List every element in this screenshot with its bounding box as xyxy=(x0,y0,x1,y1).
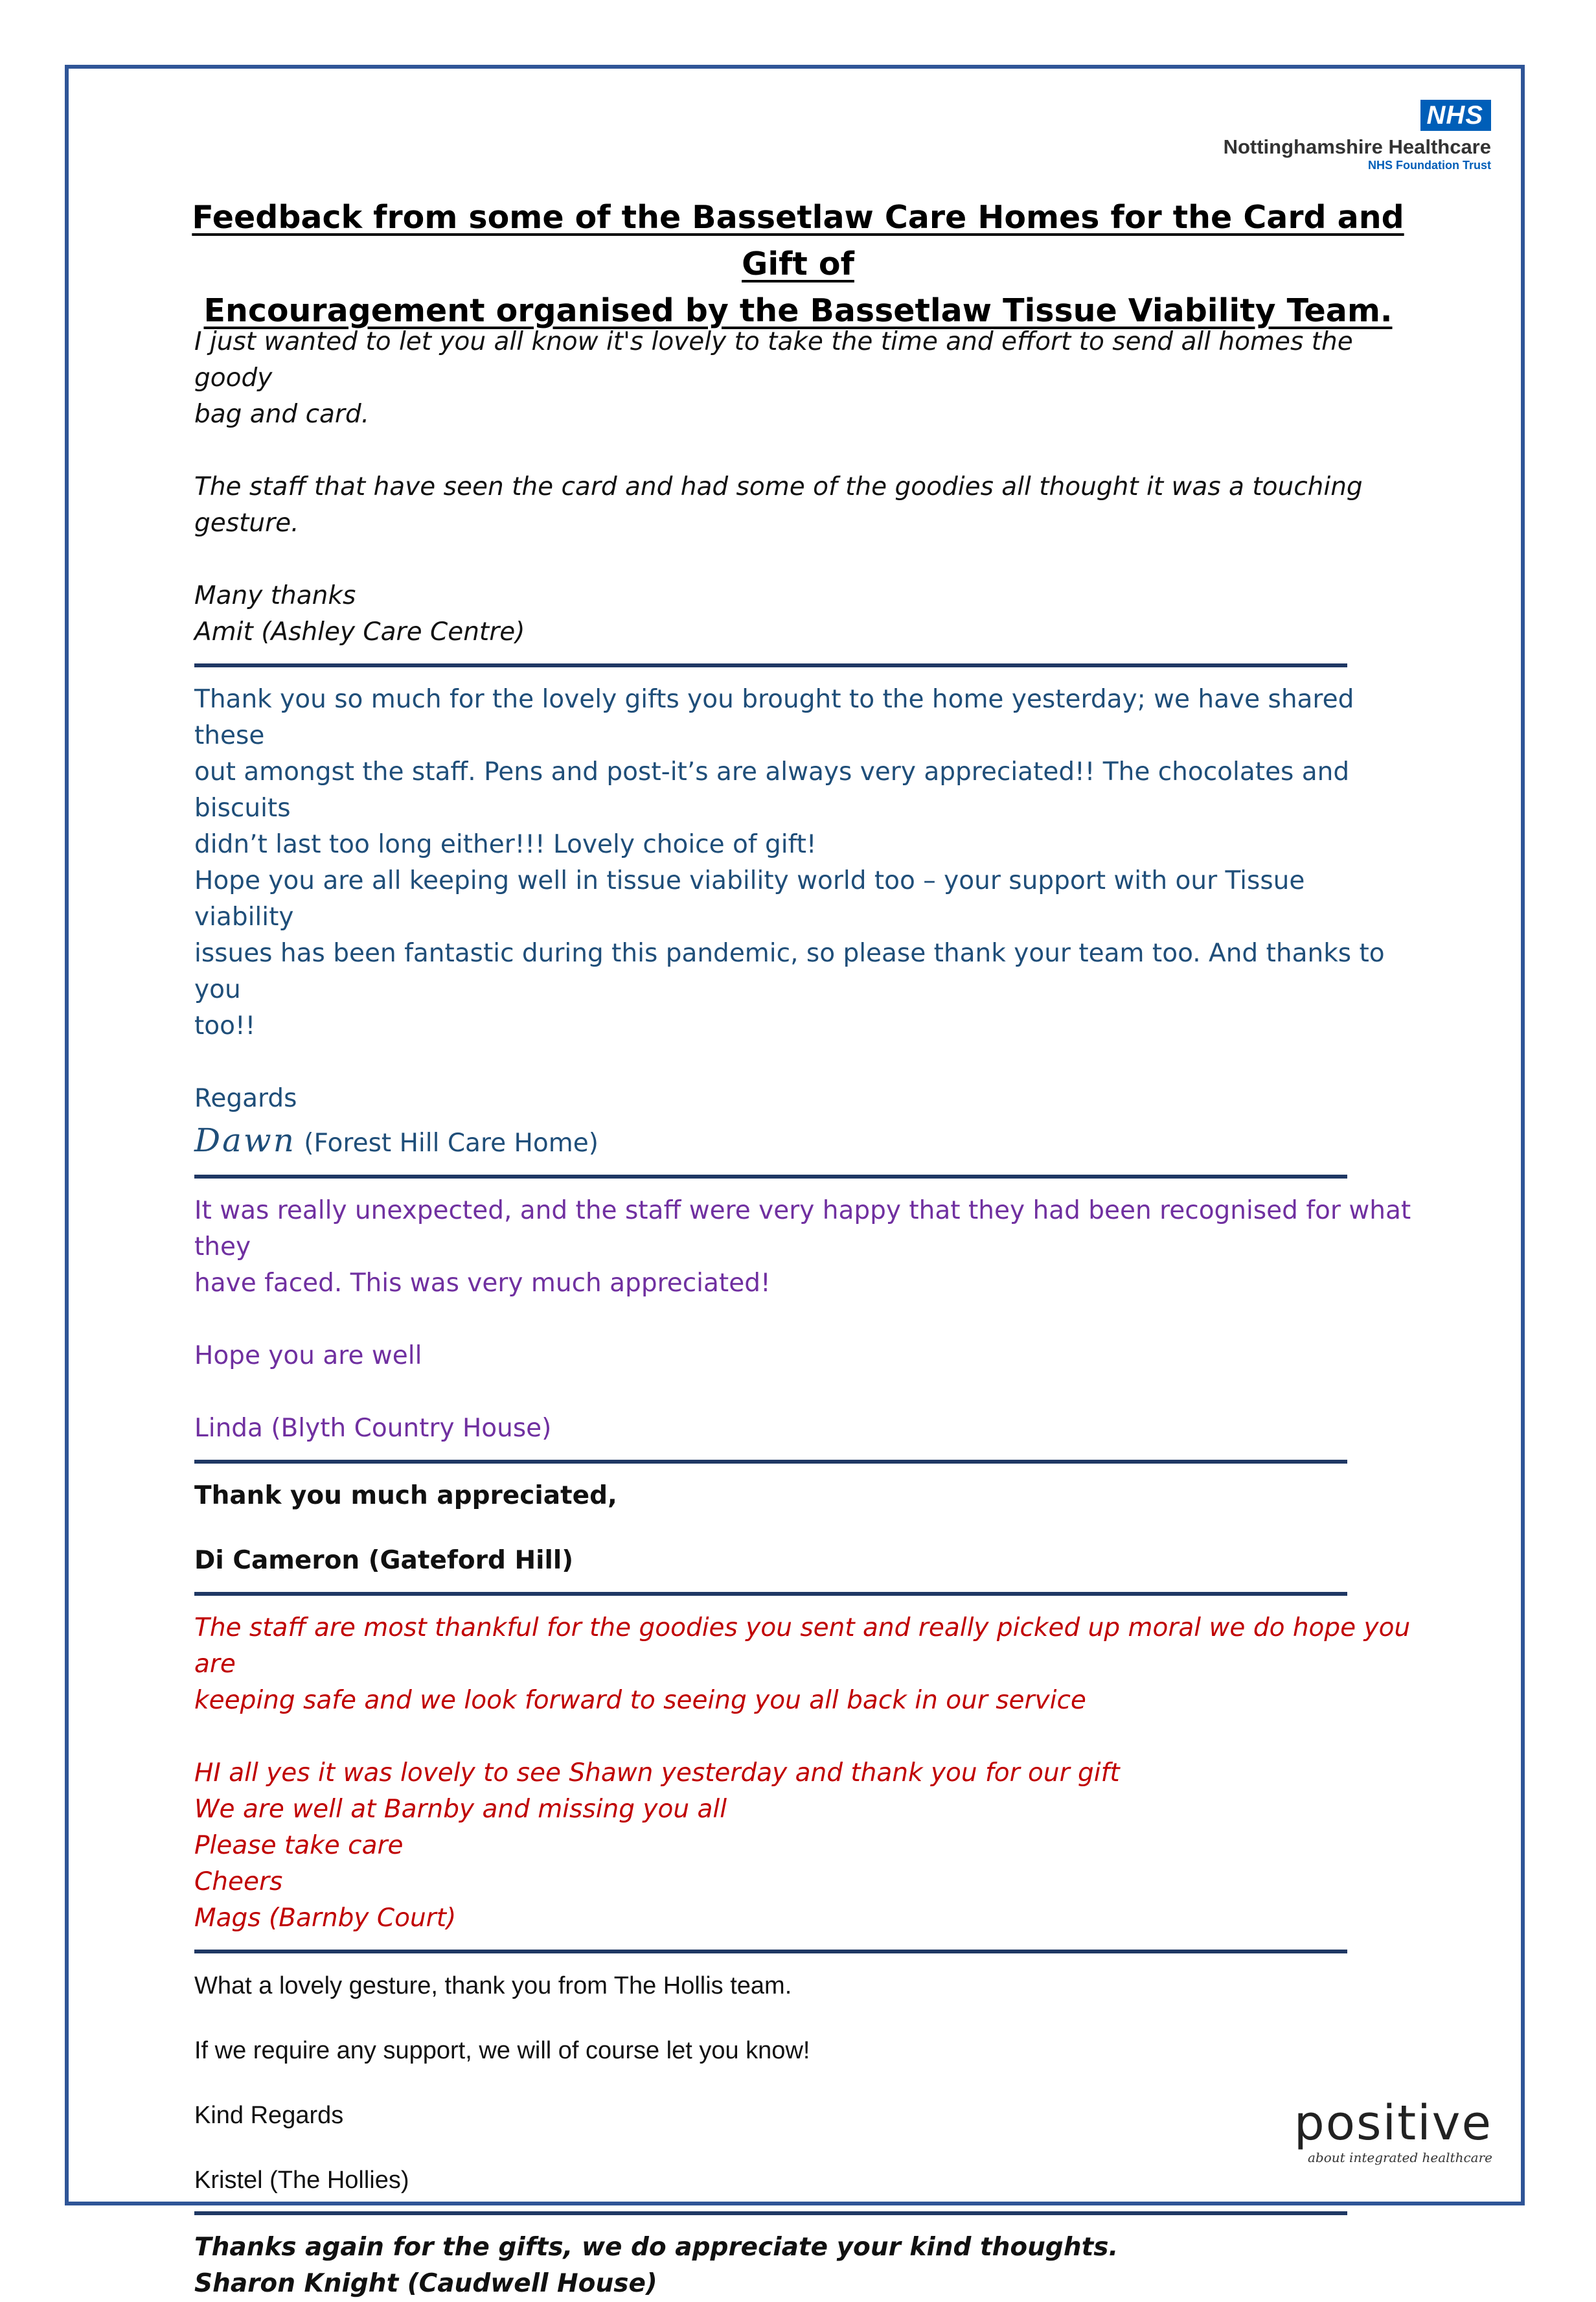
page-title xyxy=(155,194,1441,334)
positive-wordmark: positive xyxy=(1294,2095,1492,2151)
feedback-text: Thank you so much for the lovely gifts you brought to the home yesterday; we have shared these xyxy=(194,685,1354,750)
section-divider xyxy=(194,1175,1347,1179)
nhs-badge: NHS xyxy=(1420,100,1491,131)
feedback-text: HI all yes it was lovely to see Shawn yesterday and thank you for our gift xyxy=(194,1758,1120,1788)
feedback-text: Please take care xyxy=(194,1831,404,1860)
feedback-ashley-care-centre xyxy=(194,324,1412,650)
feedback-text: If we require any support, we will of course let you know! xyxy=(194,2037,810,2064)
nhs-logo xyxy=(1224,100,1491,172)
positive-tagline: about integrated healthcare xyxy=(1308,2150,1492,2165)
feedback-text: didn’t last too long either!!! Lovely choice of gift! xyxy=(194,830,817,859)
title-line-1: Feedback from some of the Bassetlaw Care Homes for the Card and Gift of xyxy=(192,199,1404,282)
section-divider xyxy=(194,1950,1347,1953)
feedback-text: What a lovely gesture, thank you from The Hollis team. xyxy=(194,1972,792,1999)
feedback-forest-hill xyxy=(194,682,1412,1162)
feedback-text: out amongst the staff. Pens and post-it’s are always very appreciated!! The chocolates and biscuits xyxy=(194,757,1350,823)
feedback-gateford-hill xyxy=(194,1478,1412,1579)
signoff: Linda (Blyth Country House) xyxy=(194,1414,552,1443)
signoff xyxy=(194,1122,1412,1162)
feedback-text: Cheers xyxy=(194,1867,283,1896)
feedback-barnby-court xyxy=(194,1610,1412,1937)
signoff: Amit (Ashley Care Centre) xyxy=(194,617,525,647)
feedback-text: I just wanted to let you all know it's lovely to take the time and effort to send all homes the goody xyxy=(194,327,1353,393)
positive-logo xyxy=(1294,2095,1492,2165)
nhs-trust-name: NHS Foundation Trust xyxy=(1368,159,1491,172)
section-divider xyxy=(194,1592,1347,1596)
feedback-text: issues has been fantastic during this pandemic, so please thank your team too. And thanks to you xyxy=(194,939,1385,1004)
signoff: Di Cameron (Gateford Hill) xyxy=(194,1546,574,1575)
handwritten-signature: Dawn xyxy=(194,1122,296,1159)
feedback-text: Thank you much appreciated, xyxy=(194,1481,617,1510)
feedback-caudwell-house xyxy=(194,2229,1412,2302)
nhs-org-name: Nottinghamshire Healthcare xyxy=(1223,135,1491,158)
feedback-text: Hope you are well xyxy=(194,1341,422,1370)
feedback-text: have faced. This was very much appreciated! xyxy=(194,1269,771,1298)
feedback-text: It was really unexpected, and the staff were very happy that they had been recognised for what they xyxy=(194,1196,1411,1261)
feedback-text: Thanks again for the gifts, we do appreciate your kind thoughts. xyxy=(194,2233,1119,2262)
feedback-the-hollies xyxy=(194,1968,1412,2198)
feedback-text: Hope you are all keeping well in tissue viability world too – your support with our Tissue viability xyxy=(194,866,1305,932)
feedback-text: too!! xyxy=(194,1011,256,1041)
feedback-text: We are well at Barnby and missing you all xyxy=(194,1795,727,1824)
closing-text: Regards xyxy=(194,1084,297,1113)
signoff: Sharon Knight (Caudwell House) xyxy=(194,2269,657,2298)
title-line-2: Encouragement organised by the Bassetlaw Tissue Viability Team. xyxy=(203,292,1393,329)
signoff: Mags (Barnby Court) xyxy=(194,1904,457,1933)
feedback-text: The staff are most thankful for the goodies you sent and really picked up moral we do hope you are xyxy=(194,1613,1411,1679)
feedback-text: keeping safe and we look forward to seeing you all back in our service xyxy=(194,1686,1086,1715)
section-divider xyxy=(194,1460,1347,1464)
closing-text: Many thanks xyxy=(194,581,356,610)
closing-text: Kind Regards xyxy=(194,2102,344,2129)
feedback-text: bag and card. xyxy=(194,400,370,429)
feedback-text: The staff that have seen the card and had some of the goodies all thought it was a touching gesture. xyxy=(194,472,1363,538)
feedback-blyth-country-house xyxy=(194,1193,1412,1447)
signoff: Kristel (The Hollies) xyxy=(194,2167,409,2194)
section-divider xyxy=(194,663,1347,667)
signoff-home: (Forest Hill Care Home) xyxy=(295,1129,598,1158)
section-divider xyxy=(194,2211,1347,2215)
feedback-content xyxy=(194,324,1412,2302)
